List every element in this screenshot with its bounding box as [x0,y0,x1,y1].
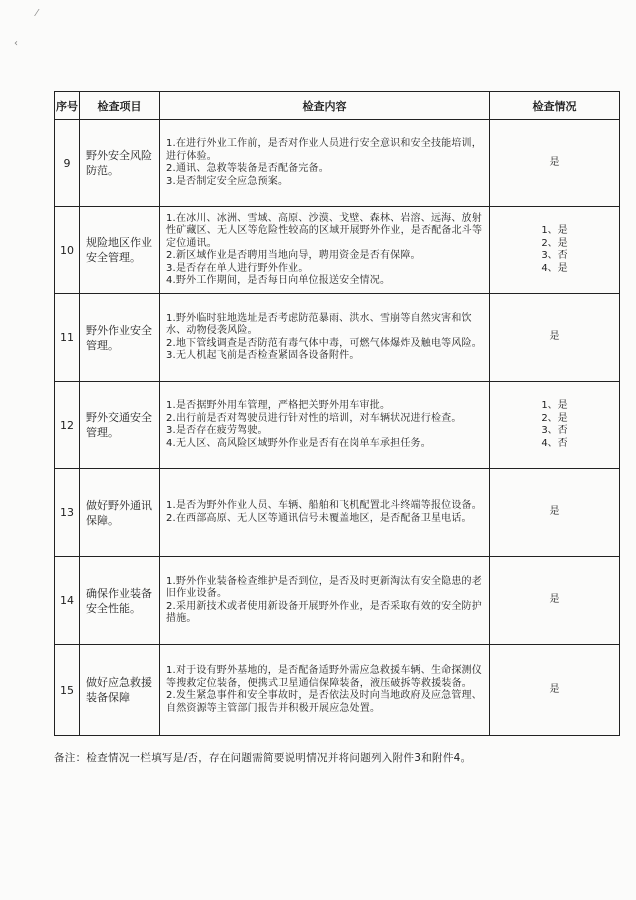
content-line: 1.野外作业装备检查维护是否到位，是否及时更新淘汰有安全隐患的老旧作业设备。 [166,575,482,599]
row-number: 10 [55,207,80,294]
result-line: 1、是 [541,225,568,236]
inspection-content [160,382,490,469]
inspection-result [490,382,620,469]
content-line: 4.野外工作期间，是否每日向单位报送安全情况。 [166,275,391,286]
row-number: 9 [55,120,80,207]
row-number: 11 [55,294,80,382]
table-row [55,557,620,645]
table-row [55,207,620,294]
result-line: 1、是 [541,400,568,411]
row-number: 13 [55,469,80,557]
result-line: 是 [549,156,560,168]
result-line: 4、是 [541,262,568,274]
content-line: 1.在冰川、冰洲、雪域、高原、沙漠、戈壁、森林、岩溶、远海、放射性矿藏区、无人区等危险性较高的区域开展野外作业，是否配备北斗等定位通讯。 [166,212,483,249]
table-body [55,120,620,736]
inspection-item: 野外作业安全管理。 [80,294,160,382]
inspection-content [160,294,490,382]
table-row [55,469,620,557]
result-line: 3、否 [541,250,568,261]
scan-mark-left: ‹ [14,38,18,49]
result-line: 是 [549,506,560,518]
content-line: 4.无人区、高风险区域野外作业是否有在岗单车承担任务。 [166,437,431,449]
content-line: 3.是否制定安全应急预案。 [166,175,289,187]
row-number: 14 [55,557,80,645]
content-line: 2.新区域作业是否聘用当地向导，聘用资金是否有保障。 [166,250,421,261]
content-line: 2.通讯、急救等装备是否配备完备。 [166,163,329,174]
inspection-item: 野外交通安全管理。 [80,382,160,469]
content-line: 1.是否据野外用车管理，严格把关野外用车审批。 [166,400,391,411]
inspection-content [160,469,490,557]
inspection-result [490,557,620,645]
inspection-result [490,469,620,557]
result-line: 2、是 [541,237,568,249]
content-line: 3.是否存在单人进行野外作业。 [166,262,309,274]
content-line: 1.在进行外业工作前，是否对作业人员进行安全意识和安全技能培训，进行体验。 [166,138,482,162]
table-row [55,120,620,207]
inspection-result [490,294,620,382]
content-line: 1.野外临时驻地选址是否考虑防范暴雨、洪水、雪崩等自然灾害和饮水、动物侵袭风险。 [166,312,472,336]
footnote: 备注：检查情况一栏填写是/否，存在问题需简要说明情况并将问题列入附件3和附件4。 [54,752,472,764]
inspection-content [160,645,490,736]
result-line: 是 [549,331,560,343]
content-line: 2.出行前是否对驾驶员进行针对性的培训，对车辆状况进行检查。 [166,412,462,424]
table-row [55,294,620,382]
content-line: 3.无人机起飞前是否检查紧固各设备附件。 [166,350,360,361]
content-line: 2.在西部高原、无人区等通讯信号未覆盖地区，是否配备卫星电话。 [166,512,472,524]
inspection-item: 野外安全风险防范。 [80,120,160,207]
inspection-item: 规险地区作业安全管理。 [80,207,160,294]
content-line: 2.采用新技术或者使用新设备开展野外作业，是否采取有效的安全防护措施。 [166,600,482,624]
inspection-content [160,120,490,207]
result-line: 3、否 [541,425,568,436]
result-line: 2、是 [541,412,568,424]
result-line: 是 [549,683,560,695]
inspection-item: 确保作业装备安全性能。 [80,557,160,645]
inspection-item: 做好野外通讯保障。 [80,469,160,557]
inspection-result [490,207,620,294]
header-content: 检查内容 [160,92,490,120]
content-line: 3.是否存在疲劳驾驶。 [166,425,268,436]
content-line: 1.对于设有野外基地的，是否配备适野外需应急救援车辆、生命探测仪等搜救定位装备，便携式卫星通信保障装备，液压破拆等救援装备。 [166,665,482,689]
inspection-content [160,207,490,294]
scan-mark-top: ⁄ [36,8,38,19]
header-result: 检查情况 [490,92,620,120]
content-line: 1.是否为野外作业人员、车辆、船舶和飞机配置北斗终端等报位设备。 [166,500,482,511]
header-no: 序号 [55,92,80,120]
table-header-row [55,92,620,120]
table-row [55,382,620,469]
inspection-result [490,120,620,207]
inspection-content [160,557,490,645]
row-number: 15 [55,645,80,736]
inspection-item: 做好应急救援装备保障 [80,645,160,736]
content-line: 2.发生紧急事件和安全事故时，是否依法及时向当地政府及应急管理、自然资源等主管部门报告并积极开展应急处置。 [166,690,482,714]
result-line: 是 [549,594,560,606]
inspection-table [54,91,620,736]
inspection-result [490,645,620,736]
content-line: 2.地下管线调查是否防范有毒气体中毒，可燃气体爆炸及触电等风险。 [166,337,482,349]
table-row [55,645,620,736]
header-item: 检查项目 [80,92,160,120]
result-line: 4、否 [541,437,568,449]
row-number: 12 [55,382,80,469]
